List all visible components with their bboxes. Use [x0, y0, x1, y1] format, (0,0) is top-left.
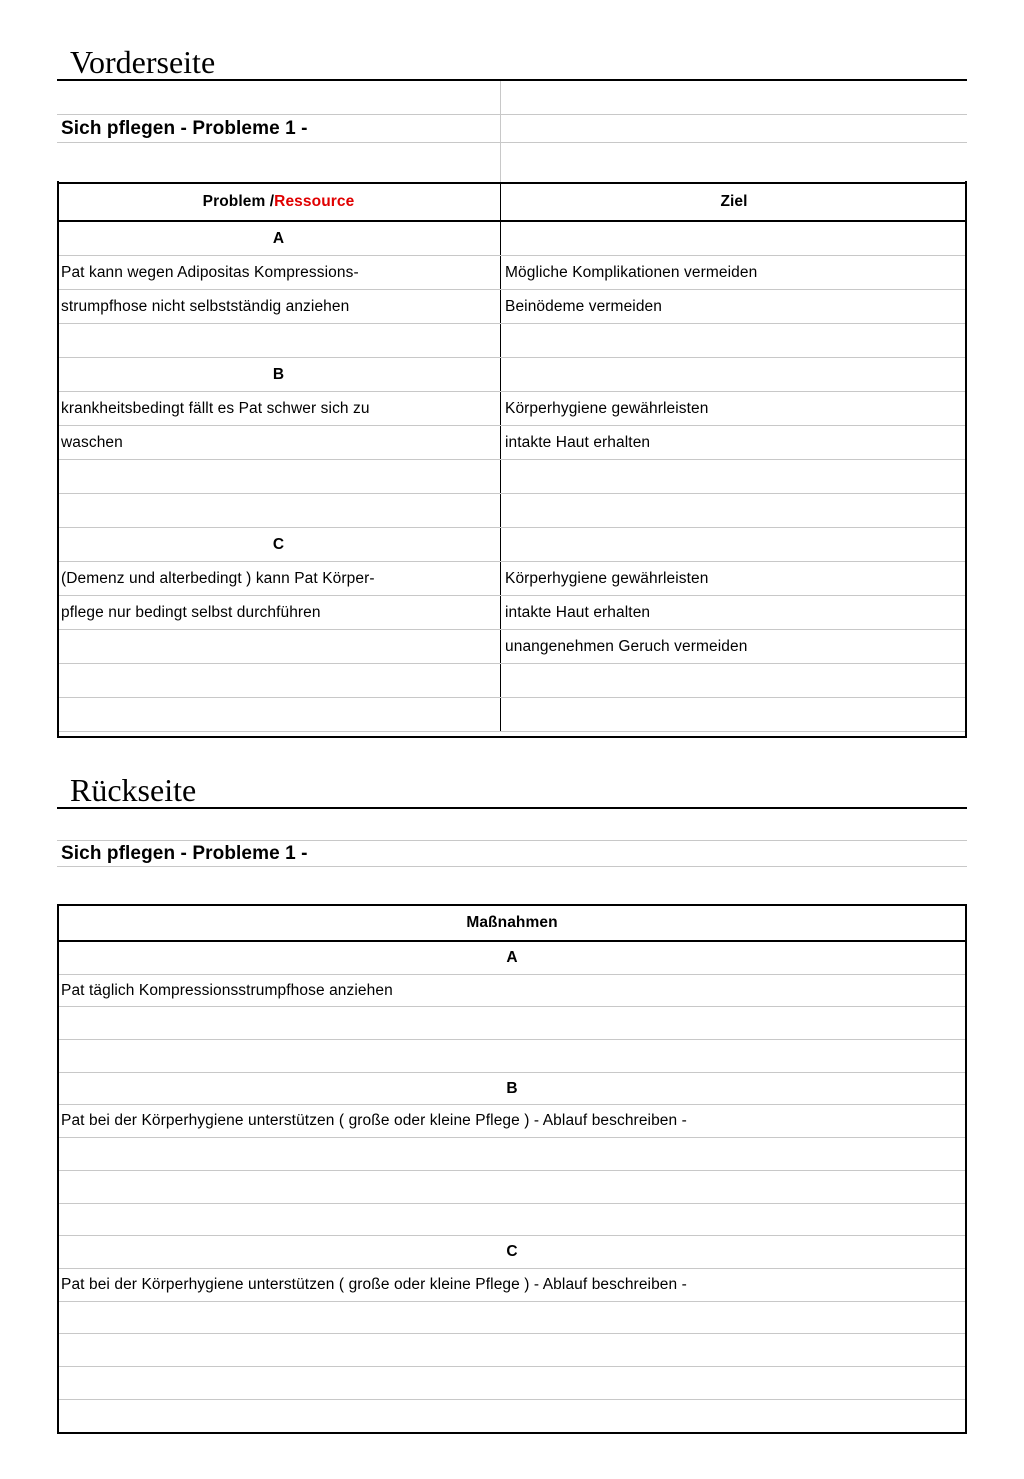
- problem-cell: strumpfhose nicht selbstständig anziehen: [61, 297, 350, 315]
- back-sheet: [57, 807, 967, 1400]
- problem-cell: Pat kann wegen Adipositas Kompressions-: [61, 263, 359, 281]
- table-row: [57, 528, 967, 562]
- table-row: [57, 1269, 967, 1302]
- table-row: [57, 1367, 967, 1400]
- table-row: [57, 494, 967, 528]
- back-title: Sich pflegen - Probleme 1 -: [61, 842, 308, 864]
- table-row: [57, 256, 967, 290]
- table-row: [57, 975, 967, 1008]
- table-row: [57, 1302, 967, 1335]
- goal-cell: Körperhygiene gewährleisten: [500, 562, 967, 595]
- measure-cell: [57, 1040, 967, 1072]
- measure-cell: Pat bei der Körperhygiene unterstützen ( große oder kleine Pflege ) - Ablauf beschreiben -: [61, 1275, 687, 1293]
- measure-cell: [57, 1334, 967, 1366]
- back-title-row: [57, 841, 967, 867]
- goal-cell: [500, 698, 967, 731]
- table-row: [57, 1040, 967, 1073]
- table-row: [57, 1105, 967, 1138]
- problem-cell: [57, 698, 500, 731]
- problem-cell: B: [272, 365, 285, 383]
- problem-cell: [57, 664, 500, 697]
- front-blank-row: [57, 143, 967, 182]
- problem-cell: waschen: [61, 433, 123, 451]
- front-header-row: [57, 182, 967, 222]
- front-title-row: [57, 115, 967, 143]
- table-row: [57, 1204, 967, 1237]
- back-blank-row: [57, 867, 967, 904]
- measure-cell: [57, 1204, 967, 1236]
- goal-header: Ziel: [500, 184, 967, 220]
- table-row: [57, 942, 967, 975]
- goal-cell: Körperhygiene gewährleisten: [500, 392, 967, 425]
- goal-cell: Beinödeme vermeiden: [500, 290, 967, 323]
- goal-cell: intakte Haut erhalten: [500, 596, 967, 629]
- measure-cell: A: [506, 948, 518, 966]
- problem-cell: C: [272, 535, 285, 553]
- table-row: [57, 1334, 967, 1367]
- table-row: [57, 358, 967, 392]
- measure-cell: [57, 1007, 967, 1039]
- table-row: [57, 1007, 967, 1040]
- front-heading: Vorderseite: [70, 44, 216, 80]
- measure-cell: C: [506, 1243, 518, 1261]
- front-sheet: [57, 79, 967, 732]
- table-row: [57, 630, 967, 664]
- problem-cell: [57, 494, 500, 527]
- goal-cell: [500, 494, 967, 527]
- problem-cell: [57, 460, 500, 493]
- table-row: [57, 1138, 967, 1171]
- measure-cell: [57, 1171, 967, 1203]
- table-row: [57, 290, 967, 324]
- goal-cell: [500, 324, 967, 357]
- back-header-row: [57, 904, 967, 942]
- measure-cell: B: [506, 1079, 518, 1097]
- table-row: [57, 664, 967, 698]
- table-row: [57, 698, 967, 732]
- measure-cell: Pat täglich Kompressionsstrumpfhose anziehen: [61, 981, 393, 999]
- goal-cell: [500, 664, 967, 697]
- measure-cell: Pat bei der Körperhygiene unterstützen ( große oder kleine Pflege ) - Ablauf beschreiben -: [61, 1112, 687, 1130]
- measures-header: Maßnahmen: [466, 914, 558, 931]
- goal-cell: [500, 358, 967, 391]
- table-row: [57, 460, 967, 494]
- table-row: [57, 1236, 967, 1269]
- table-row: [57, 1073, 967, 1106]
- problem-cell: (Demenz und alterbedingt ) kann Pat Körper-: [61, 569, 375, 587]
- problem-cell: krankheitsbedingt fällt es Pat schwer sich zu: [61, 399, 370, 417]
- goal-cell: [500, 460, 967, 493]
- resource-label: Ressource: [274, 193, 355, 210]
- table-row: [57, 426, 967, 460]
- goal-cell: [500, 222, 967, 255]
- problem-cell: A: [272, 229, 285, 247]
- goal-cell: [500, 528, 967, 561]
- back-heading: Rückseite: [70, 772, 197, 808]
- table-row: [57, 222, 967, 256]
- problem-header: Problem / Ressource: [202, 193, 355, 210]
- table-row: [57, 596, 967, 630]
- goal-cell: intakte Haut erhalten: [500, 426, 967, 459]
- goal-cell: unangenehmen Geruch vermeiden: [500, 630, 967, 663]
- table-row: [57, 562, 967, 596]
- measure-cell: [57, 1302, 967, 1334]
- problem-cell: [57, 324, 500, 357]
- front-blank-row: [57, 79, 967, 115]
- problem-cell: [57, 630, 500, 663]
- measure-cell: [57, 1367, 967, 1399]
- table-row: [57, 392, 967, 426]
- measure-cell: [57, 1138, 967, 1170]
- front-title: Sich pflegen - Probleme 1 -: [61, 117, 308, 139]
- problem-cell: pflege nur bedingt selbst durchführen: [61, 603, 321, 621]
- back-blank-row: [57, 807, 967, 841]
- table-row: [57, 1171, 967, 1204]
- goal-cell: Mögliche Komplikationen vermeiden: [500, 256, 967, 289]
- table-row: [57, 324, 967, 358]
